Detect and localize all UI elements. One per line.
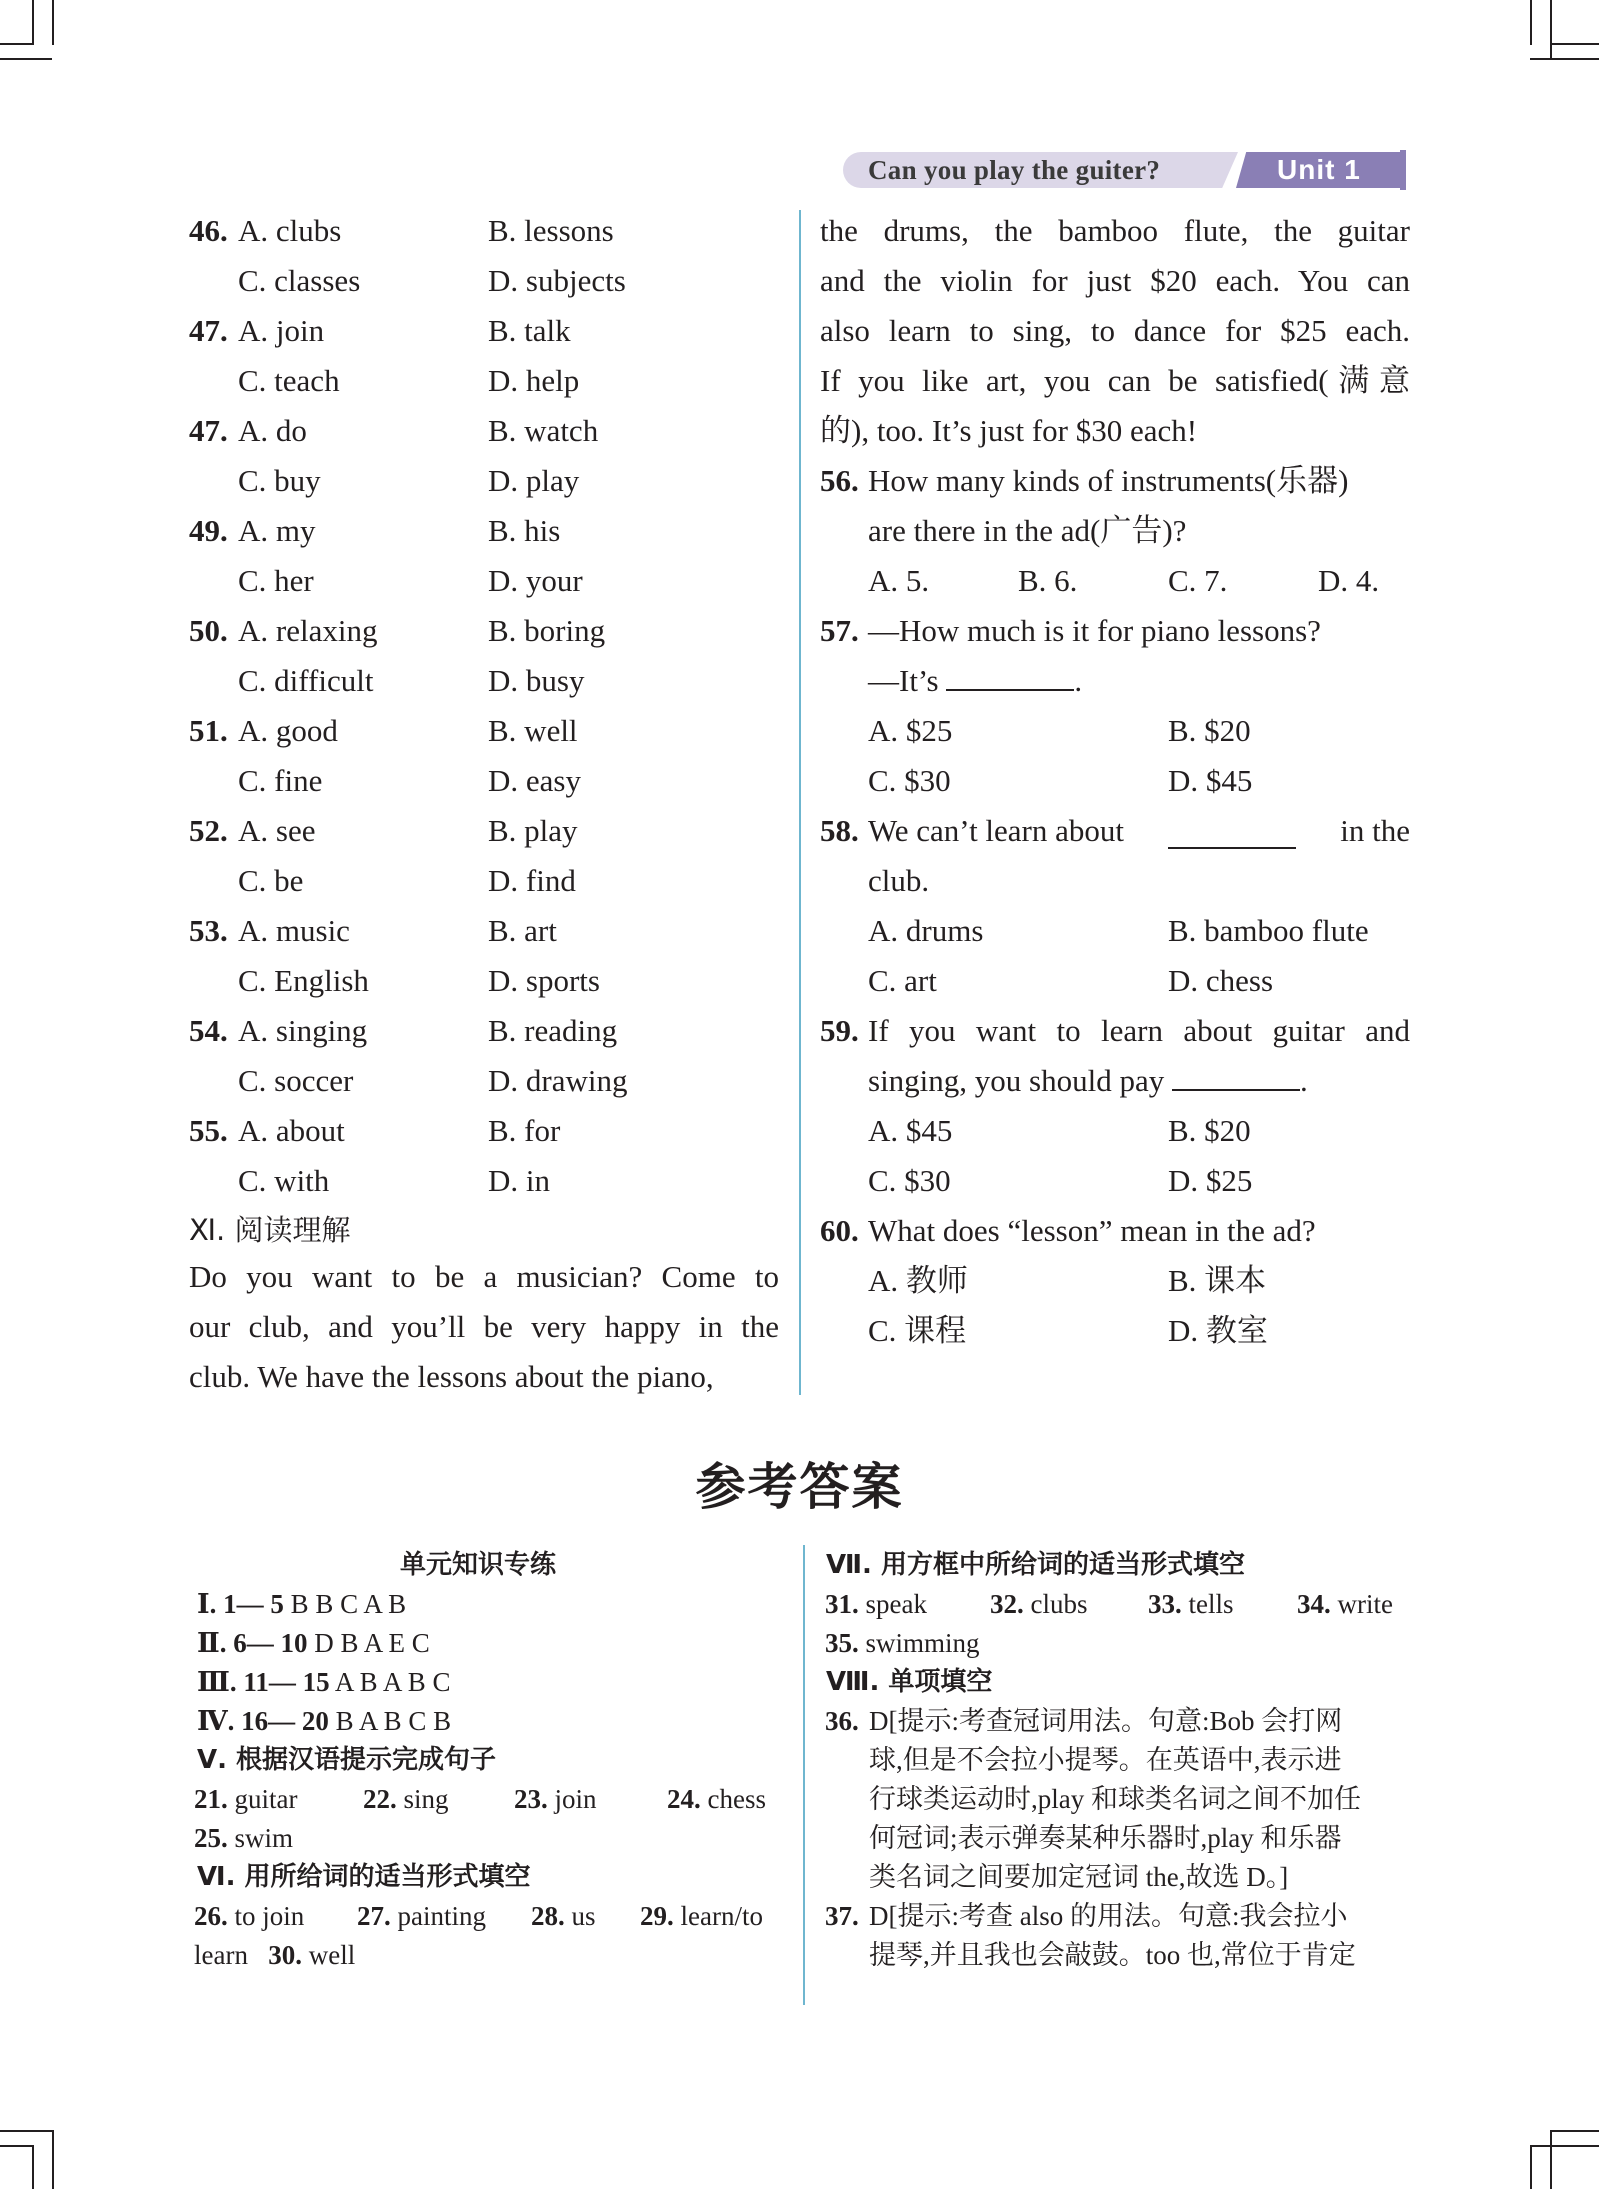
option-a: A. 5. <box>868 563 930 598</box>
answer-explanation: 类名词之间要加定冠词 the,故选 D。] <box>869 1862 1289 1892</box>
reading-line: also learn to sing, to dance for $25 each. <box>820 313 1410 348</box>
reading-heading: Ⅺ. 阅读理解 <box>189 1213 351 1247</box>
crop-mark <box>1550 43 1599 45</box>
header-bar <box>1400 150 1406 190</box>
option-d: D. 教室 <box>1168 1313 1268 1348</box>
section-heading: Ⅷ. 单项填空 <box>826 1667 993 1697</box>
option-a: A. see <box>238 813 316 848</box>
crop-mark <box>52 2130 54 2189</box>
option-b: B. bamboo flute <box>1168 913 1369 948</box>
answers-title: 参考答案 <box>695 1458 904 1516</box>
option-c: C. difficult <box>238 663 374 698</box>
question-number <box>189 1006 228 1056</box>
option-b: B. 课本 <box>1168 1263 1267 1298</box>
crop-mark <box>1550 2130 1552 2189</box>
option-c: C. soccer <box>238 1063 354 1098</box>
question-stem: How many kinds of instruments(乐器) <box>868 463 1349 498</box>
option-d: D. find <box>488 863 576 898</box>
reading-line: and the violin for just $20 each. You can <box>820 263 1410 298</box>
crop-mark <box>0 2145 34 2147</box>
option-b: B. play <box>488 813 578 848</box>
unit-label: Unit 1 <box>1277 154 1361 185</box>
option-c: C. classes <box>238 263 361 298</box>
answer-item: 24. chess <box>667 1784 766 1814</box>
crop-mark <box>1530 2145 1532 2189</box>
option-b: B. lessons <box>488 213 614 248</box>
question-number: 56. <box>820 463 859 498</box>
option-b: B. watch <box>488 413 599 448</box>
option-d: D. busy <box>488 663 585 698</box>
option-d: D. sports <box>488 963 600 998</box>
option-a: A. singing <box>238 1013 368 1048</box>
option-c: C. $30 <box>868 1163 951 1198</box>
question-number: 53. <box>189 913 228 948</box>
option-b: B. $20 <box>1168 1113 1251 1148</box>
question-number: 58. <box>820 813 859 848</box>
answer-number: 36. <box>825 1706 859 1736</box>
option-c: C. her <box>238 563 314 598</box>
answer-number: 37. <box>825 1901 859 1931</box>
reading-line: If you like art, you can be satisfied(满意 <box>820 363 1410 398</box>
question-number: 47. <box>189 413 228 448</box>
crop-mark <box>32 0 34 45</box>
question-number: 55. <box>189 1113 228 1148</box>
question-number: 57. <box>820 613 859 648</box>
answer-item: 26. to join <box>194 1901 305 1931</box>
answer-item: 21. guitar <box>194 1784 298 1814</box>
option-c: C. English <box>238 963 369 998</box>
question-number: 54. <box>189 1013 228 1048</box>
answer-item: 27. painting <box>357 1901 486 1931</box>
section-heading: Ⅵ. 用所给词的适当形式填空 <box>197 1862 531 1892</box>
option-a: A. my <box>238 513 316 548</box>
question-number: 51. <box>189 713 228 748</box>
option-a: A. good <box>238 713 338 748</box>
answers-subtitle: 单元知识专练 <box>400 1550 557 1580</box>
option-c: C. 课程 <box>868 1313 967 1348</box>
answer-blank <box>1168 819 1296 849</box>
question-stem: What does “lesson” mean in the ad? <box>868 1213 1316 1248</box>
column-divider <box>799 210 801 1395</box>
reading-line: Do you want to be a musician? Come to <box>189 1259 779 1294</box>
question-number <box>189 206 228 256</box>
option-a: A. $25 <box>868 713 953 748</box>
option-d: D. subjects <box>488 263 626 298</box>
question-stem: —How much is it for piano lessons? <box>868 613 1321 648</box>
crop-mark <box>32 2145 34 2189</box>
option-d: D. in <box>488 1163 550 1198</box>
option-d: D. chess <box>1168 963 1274 998</box>
answer-explanation: D[提示:考查冠词用法。句意:Bob 会打网 <box>869 1706 1343 1736</box>
question-number <box>189 806 228 856</box>
answer-explanation: 行球类运动时,play 和球类名词之间不加任 <box>869 1784 1361 1814</box>
question-number: 60. <box>820 1213 859 1248</box>
question-stem: are there in the ad(广告)? <box>868 513 1187 548</box>
answer-item: 29. learn/to <box>640 1901 763 1931</box>
answer-item: 34. write <box>1297 1589 1393 1619</box>
crop-mark <box>52 0 54 45</box>
option-c: C. art <box>868 963 937 998</box>
option-b: B. talk <box>488 313 571 348</box>
crop-mark <box>0 58 52 60</box>
question-number: 50. <box>189 613 228 648</box>
question-number <box>189 606 228 656</box>
reading-line: club. We have the lessons about the piano, <box>189 1359 714 1394</box>
option-c: C. be <box>238 863 304 898</box>
reading-line: our club, and you’ll be very happy in the <box>189 1309 779 1344</box>
option-a: A. relaxing <box>238 613 378 648</box>
question-stem: club. <box>868 863 930 898</box>
option-a: A. do <box>238 413 307 448</box>
option-c: C. buy <box>238 463 321 498</box>
crop-mark <box>1530 58 1599 60</box>
question-number: 59. <box>820 1013 859 1048</box>
option-a: A. drums <box>868 913 984 948</box>
answer-item: 25. swim <box>194 1823 294 1853</box>
question-number <box>189 1106 228 1156</box>
question-number: 47. <box>189 313 228 348</box>
option-a: A. music <box>238 913 350 948</box>
option-a: A. $45 <box>868 1113 953 1148</box>
question-number <box>189 406 228 456</box>
column-divider <box>803 1545 805 2005</box>
question-stem: If you want to learn about guitar and <box>868 1013 1410 1048</box>
header-title: Can you play the guiter? <box>868 155 1161 185</box>
option-a: A. clubs <box>238 213 342 248</box>
option-b: B. 6. <box>1018 563 1078 598</box>
reading-line: the drums, the bamboo flute, the guitar <box>820 213 1410 248</box>
crop-mark <box>1550 2130 1599 2132</box>
question-stem: singing, you should pay . <box>868 1063 1308 1098</box>
reading-line: 的), too. It’s just for $30 each! <box>820 413 1198 448</box>
option-b: B. for <box>488 1113 561 1148</box>
option-d: D. play <box>488 463 580 498</box>
option-b: B. $20 <box>1168 713 1251 748</box>
answer-blank <box>946 661 1074 691</box>
option-d: D. easy <box>488 763 581 798</box>
question-number: 46. <box>189 213 228 248</box>
answer-explanation: 提琴,并且我也会敲鼓。too 也,常位于肯定 <box>869 1940 1356 1970</box>
option-d: D. $45 <box>1168 763 1253 798</box>
option-d: D. drawing <box>488 1063 628 1098</box>
question-number <box>189 506 228 556</box>
answer-blank <box>1172 1061 1300 1091</box>
option-c: C. fine <box>238 763 323 798</box>
question-stem: We can’t learn about in the <box>868 813 1410 848</box>
crop-mark <box>1530 0 1532 45</box>
option-b: B. art <box>488 913 557 948</box>
answer-item: 23. join <box>514 1784 597 1814</box>
option-c: C. $30 <box>868 763 951 798</box>
answer-explanation: D[提示:考查 also 的用法。句意:我会拉小 <box>869 1901 1348 1931</box>
question-number <box>189 906 228 956</box>
section-heading: Ⅶ. 用方框中所给词的适当形式填空 <box>826 1550 1245 1580</box>
answer-item: 35. swimming <box>825 1628 980 1658</box>
option-a: A. join <box>238 313 325 348</box>
option-d: D. your <box>488 563 583 598</box>
answer-item: 33. tells <box>1148 1589 1234 1619</box>
option-c: C. 7. <box>1168 563 1228 598</box>
option-b: B. well <box>488 713 578 748</box>
crop-mark <box>1550 0 1552 60</box>
answer-row: Ⅰ. 1— 5 B B C A B <box>197 1589 407 1619</box>
option-d: D. $25 <box>1168 1163 1253 1198</box>
answer-item: 31. speak <box>825 1589 927 1619</box>
crop-mark <box>1530 2145 1599 2147</box>
option-a: A. 教师 <box>868 1263 968 1298</box>
option-d: D. help <box>488 363 580 398</box>
answer-item: 32. clubs <box>990 1589 1088 1619</box>
answer-row: Ⅲ. 11— 15 A B A B C <box>197 1667 451 1697</box>
answer-explanation: 何冠词;表示弹奏某种乐器时,play 和乐器 <box>869 1823 1342 1853</box>
crop-mark <box>0 2130 52 2132</box>
answer-item: learn 30. well <box>194 1940 356 1970</box>
question-number: 49. <box>189 513 228 548</box>
answer-item: 28. us <box>531 1901 596 1931</box>
option-c: C. teach <box>238 363 340 398</box>
option-b: B. reading <box>488 1013 618 1048</box>
option-d: D. 4. <box>1318 563 1380 598</box>
answer-row: Ⅳ. 16— 20 B A B C B <box>197 1706 452 1736</box>
question-number <box>189 306 228 356</box>
option-b: B. his <box>488 513 561 548</box>
option-a: A. about <box>238 1113 345 1148</box>
option-c: C. with <box>238 1163 330 1198</box>
answer-item: 22. sing <box>363 1784 449 1814</box>
question-stem: —It’s . <box>868 663 1083 698</box>
question-number: 52. <box>189 813 228 848</box>
option-b: B. boring <box>488 613 606 648</box>
answer-row: Ⅱ. 6— 10 D B A E C <box>197 1628 430 1658</box>
question-number <box>189 706 228 756</box>
section-heading: Ⅴ. 根据汉语提示完成句子 <box>197 1745 497 1775</box>
crop-mark <box>0 43 34 45</box>
answer-explanation: 球,但是不会拉小提琴。在英语中,表示进 <box>869 1745 1342 1775</box>
